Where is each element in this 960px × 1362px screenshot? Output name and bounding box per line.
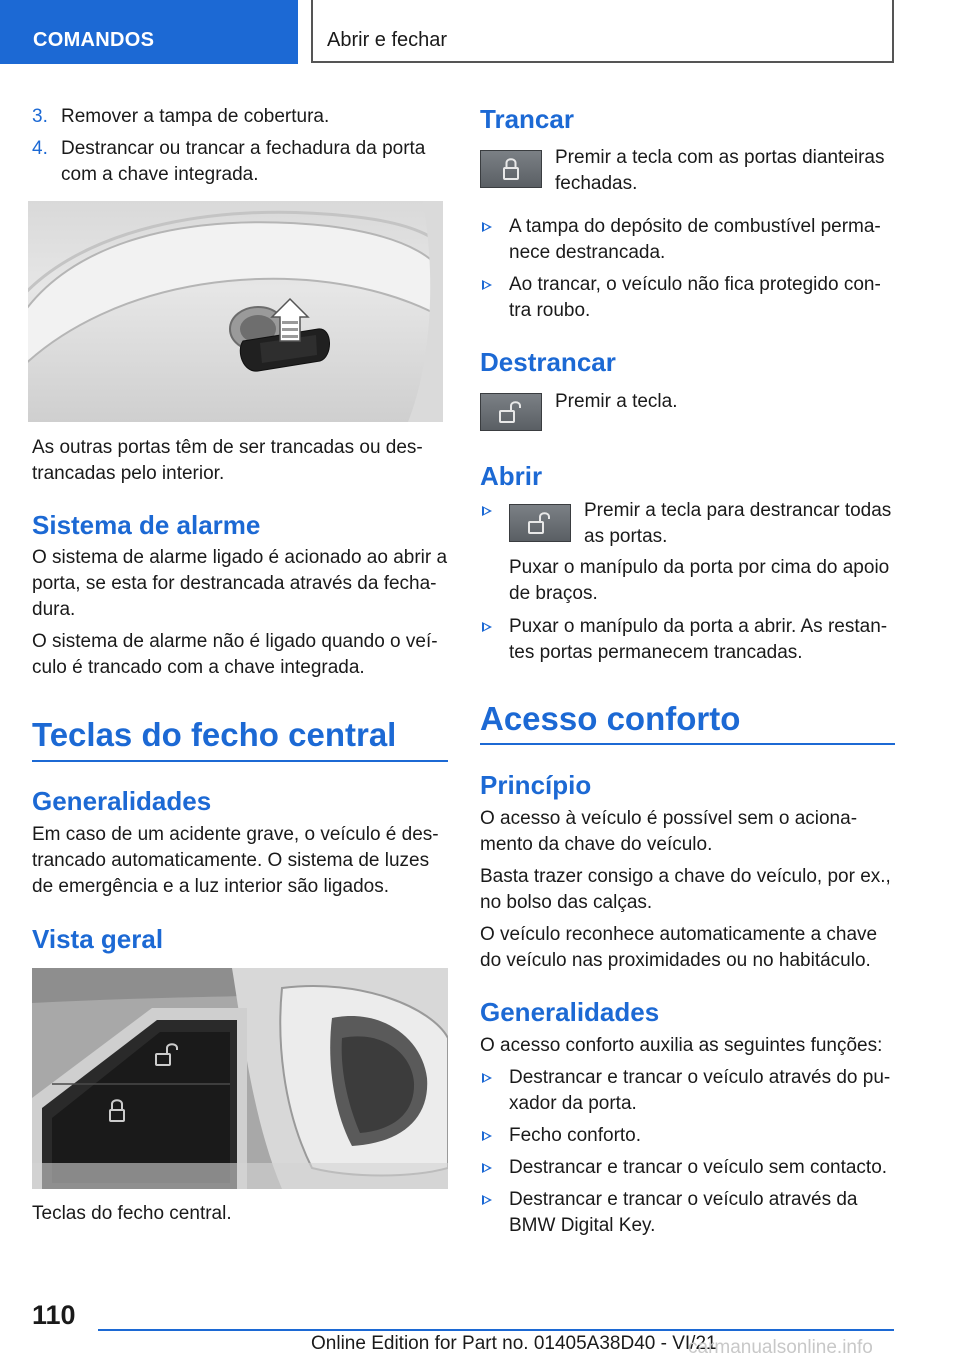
comfort-functions-list — [480, 1065, 896, 1239]
alarm-heading: Sistema de alarme — [32, 510, 261, 540]
watermark-text: carmanualsonline.info — [688, 1337, 873, 1358]
text-line: Destrancar e trancar o veículo através do pu- — [509, 1067, 891, 1088]
list-item — [480, 1123, 896, 1155]
text-line: dura. — [32, 599, 76, 620]
text-line: Ao trancar, o veículo não fica protegido con- — [509, 274, 881, 295]
chapter-title: Abrir e fechar — [327, 29, 448, 51]
text-line: nece destrancada. — [509, 242, 666, 263]
bullet-triangle-icon — [482, 1163, 492, 1173]
chapter-tab — [311, 0, 894, 63]
other-doors-note — [32, 435, 448, 487]
text-line: BMW Digital Key. — [509, 1215, 656, 1236]
central-locking-heading: Teclas do fecho central — [32, 716, 397, 753]
open-heading: Abrir — [480, 461, 543, 491]
text-line: de emergência e a luz interior são ligados. — [32, 876, 389, 897]
text-line: Premir a tecla com as portas dianteiras — [555, 147, 885, 168]
text-line: Destrancar e trancar o veículo através da — [509, 1189, 858, 1210]
step-number: 4. — [32, 138, 48, 159]
bullet-triangle-icon — [482, 622, 492, 632]
section-tab — [0, 0, 298, 64]
general-heading: Generalidades — [32, 786, 212, 816]
unlock-description: Premir a tecla. — [555, 391, 678, 412]
step-text-line: Destrancar ou trancar a fechadura da porta — [61, 138, 426, 159]
heading-rule — [32, 760, 448, 762]
overview-heading: Vista geral — [32, 924, 164, 954]
text-line: Destrancar e trancar o veículo sem contacto. — [509, 1157, 888, 1178]
step-text: Remover a tampa de cobertura. — [61, 106, 330, 127]
text-line: trancado automaticamente. O sistema de luzes — [32, 850, 430, 871]
open-bullets — [480, 498, 896, 666]
text-line: O sistema de alarme ligado é acionado ao abrir a — [32, 547, 448, 568]
text-line: Puxar o manípulo da porta a abrir. As restan- — [509, 616, 888, 637]
text-line: mento da chave do veículo. — [480, 834, 713, 855]
bullet-triangle-icon — [482, 1073, 492, 1083]
text-line: xador da porta. — [509, 1093, 637, 1114]
text-line: fechadas. — [555, 173, 638, 194]
text-line: Puxar o manípulo da porta por cima do apoio — [509, 557, 890, 578]
general-heading-2: Generalidades — [480, 997, 660, 1027]
text-line: O veículo reconhece automaticamente a chave — [480, 924, 878, 945]
list-item — [480, 1155, 896, 1187]
list-item — [32, 136, 448, 188]
unlock-button-icon — [480, 393, 542, 431]
text-line: culo é trancado com a chave integrada. — [32, 657, 365, 678]
general-paragraph — [32, 822, 448, 900]
text-line: tra roubo. — [509, 300, 591, 321]
heading-rule — [480, 743, 895, 745]
list-item — [480, 272, 896, 324]
text-line: O acesso à veículo é possível sem o aciona- — [480, 808, 858, 829]
lock-bullets — [480, 214, 896, 324]
bullet-triangle-icon — [482, 1195, 492, 1205]
text-line: de braços. — [509, 583, 598, 604]
text-line: as portas. — [584, 526, 668, 547]
list-item — [480, 498, 896, 614]
steps-list — [32, 104, 448, 188]
text-line: do veículo nas proximidades ou no habitáculo. — [480, 950, 871, 971]
unlock-button-icon — [509, 504, 571, 542]
edition-label: Online Edition for Part no. 01405A38D40 - VI/21 — [311, 1333, 717, 1354]
alarm-paragraph-2 — [32, 629, 448, 681]
unlock-heading: Destrancar — [480, 347, 616, 377]
bullet-triangle-icon — [482, 1131, 492, 1141]
list-item — [32, 104, 448, 136]
principle-paragraph-2 — [480, 864, 896, 916]
text-line: tes portas permanecem trancadas. — [509, 642, 803, 663]
text-line: trancadas pelo interior. — [32, 463, 225, 484]
footer-rule — [98, 1329, 894, 1331]
text-line: porta, se esta for destrancada através da fecha- — [32, 573, 437, 594]
bullet-triangle-icon — [482, 506, 492, 516]
lock-description — [555, 145, 884, 197]
list-item — [480, 614, 896, 666]
bullet-triangle-icon — [482, 280, 492, 290]
door-handle-key-photo — [28, 201, 443, 422]
central-locking-buttons-photo — [32, 968, 448, 1189]
list-item — [480, 1065, 896, 1123]
principle-paragraph-1 — [480, 806, 896, 858]
alarm-paragraph-1 — [32, 545, 448, 623]
section-title: COMANDOS — [33, 29, 155, 51]
comfort-access-heading: Acesso conforto — [480, 700, 741, 737]
text-line: Basta trazer consigo a chave do veículo, por ex., — [480, 866, 891, 887]
principle-heading: Princípio — [480, 770, 592, 800]
lock-heading: Trancar — [480, 104, 574, 134]
text-line: Fecho conforto. — [509, 1125, 642, 1146]
bullet-triangle-icon — [482, 222, 492, 232]
figure-caption: Teclas do fecho central. — [32, 1203, 232, 1224]
text-line: A tampa do depósito de combustível perma- — [509, 216, 881, 237]
text-line: O sistema de alarme não é ligado quando o veí- — [32, 631, 438, 652]
text-line: Em caso de um acidente grave, o veículo é des- — [32, 824, 439, 845]
step-text-line: com a chave integrada. — [61, 164, 259, 185]
text-line: As outras portas têm de ser trancadas ou des- — [32, 437, 423, 458]
general-intro: O acesso conforto auxilia as seguintes funções: — [480, 1035, 883, 1056]
step-number: 3. — [32, 106, 48, 127]
text-line: Premir a tecla para destrancar todas — [584, 500, 892, 521]
list-item — [480, 1187, 896, 1239]
text-line: no bolso das calças. — [480, 892, 653, 913]
principle-paragraph-3 — [480, 922, 896, 974]
page-number: 110 — [32, 1300, 76, 1330]
list-item — [480, 214, 896, 272]
lock-button-icon — [480, 150, 542, 188]
